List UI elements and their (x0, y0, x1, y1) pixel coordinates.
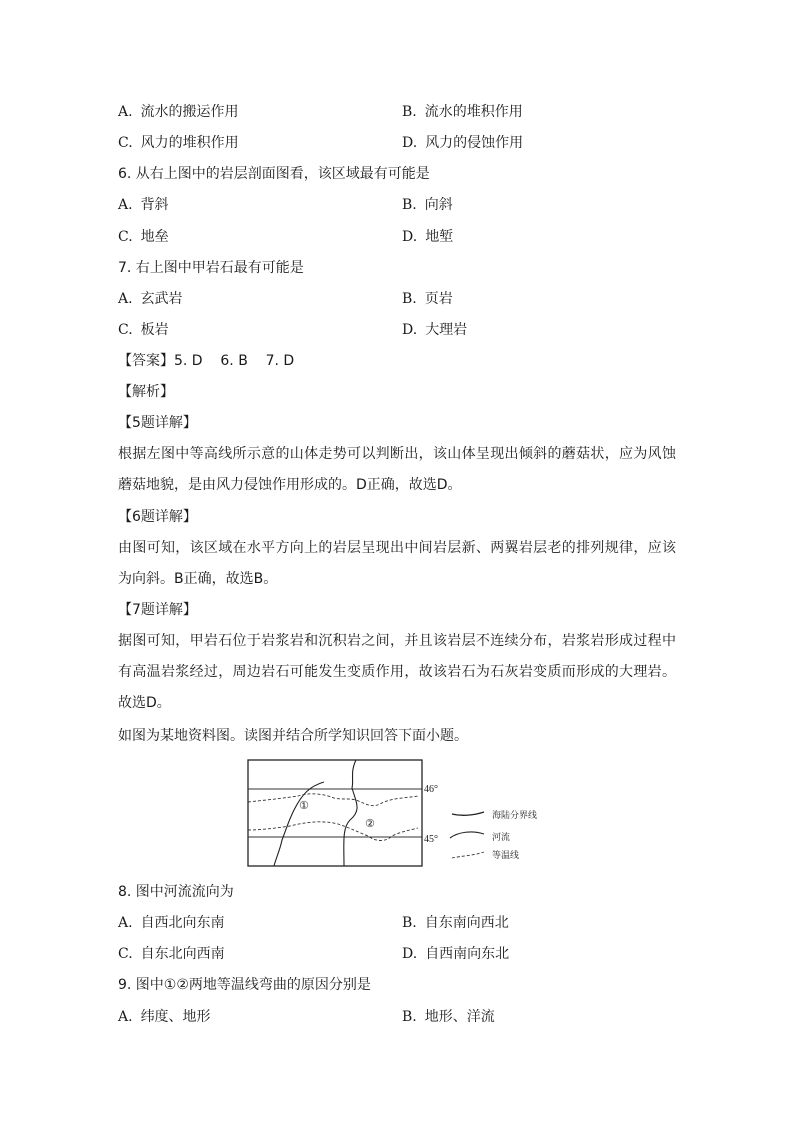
q5-option-a (118, 102, 239, 122)
legend-river-symbol (450, 832, 484, 838)
q6-option-d (402, 227, 453, 247)
q6-option-b (402, 195, 453, 215)
q7-option-d (402, 320, 467, 340)
option-text: 流水的堆积作用 (424, 104, 523, 120)
option-key: A. (118, 1009, 133, 1025)
q7-option-c (118, 320, 169, 340)
option-key: D. (402, 322, 418, 338)
option-key: B. (402, 915, 417, 931)
option-key: D. (402, 229, 418, 245)
option-text: 纬度、地形 (140, 1009, 211, 1025)
q9-option-b (402, 1007, 495, 1027)
intro-text: 如图为某地资料图。读图并结合所学知识回答下面小题。 (118, 728, 468, 744)
q9-stem: 9. 图中①②两地等温线弯曲的原因分别是 (118, 977, 371, 993)
detail5-heading: 【5题详解】 (118, 415, 197, 431)
option-key: D. (402, 135, 418, 151)
map-frame (248, 760, 422, 866)
q7-stem: 7. 右上图中甲岩石最有可能是 (118, 260, 304, 276)
q6-option-a (118, 195, 169, 215)
q6-stem: 6. 从右上图中的岩层剖面图看，该区域最有可能是 (118, 166, 430, 182)
option-text: 地形、洋流 (424, 1009, 495, 1025)
q5-option-d (402, 133, 523, 153)
q8-option-b (402, 913, 509, 933)
legend-isotherm-symbol (452, 852, 484, 858)
option-key: C. (118, 229, 133, 245)
option-text: 玄武岩 (140, 291, 183, 307)
option-text: 向斜 (424, 197, 453, 213)
option-text: 风力的侵蚀作用 (425, 135, 524, 151)
option-key: A. (118, 291, 133, 307)
option-key: C. (118, 135, 133, 151)
q8-option-c (118, 944, 225, 964)
q5-option-b (402, 102, 523, 122)
legend-coastline-symbol (452, 812, 484, 815)
latitude-label-45: 45° (424, 834, 438, 845)
option-text: 大理岩 (425, 322, 468, 338)
option-key: B. (402, 1009, 417, 1025)
option-key: C. (118, 946, 133, 962)
q5-option-c (118, 133, 239, 153)
q7-option-a (118, 289, 183, 309)
detail6-text: 由图可知，该区域在水平方向上的岩层呈现出中间岩层新、两翼岩层老的排列规律，应该为向斜。B正确，故选B。 (118, 540, 676, 587)
option-key: D. (402, 946, 418, 962)
analysis-heading: 【解析】 (118, 384, 174, 400)
marker-1: ① (299, 799, 309, 812)
region-map-figure (246, 758, 556, 874)
option-text: 自东南向西北 (424, 915, 509, 931)
option-text: 页岩 (424, 291, 453, 307)
detail6-heading: 【6题详解】 (118, 509, 197, 525)
option-text: 自东北向西南 (140, 946, 225, 962)
q7-option-b (402, 289, 453, 309)
legend-isotherm-label: 等温线 (492, 851, 520, 861)
detail7-text: 据图可知，甲岩石位于岩浆岩和沉积岩之间，并且该岩层不连续分布，岩浆岩形成过程中有高温岩浆经过，周边岩石可能发生变质作用，故该岩石为石灰岩变质而形成的大理岩。故选D。 (118, 633, 676, 711)
option-text: 板岩 (140, 322, 169, 338)
marker-2: ② (365, 817, 375, 830)
option-key: A. (118, 104, 133, 120)
option-key: B. (402, 197, 417, 213)
detail5-text: 根据左图中等高线所示意的山体走势可以判断出，该山体呈现出倾斜的蘑菇状，应为风蚀蘑菇地貌，是由风力侵蚀作用形成的。D正确，故选D。 (118, 446, 676, 493)
option-key: A. (118, 915, 133, 931)
option-key: B. (402, 291, 417, 307)
q8-option-d (402, 944, 509, 964)
q9-option-a (118, 1007, 211, 1027)
option-text: 自西南向东北 (425, 946, 510, 962)
option-text: 流水的搬运作用 (140, 104, 239, 120)
option-text: 风力的堆积作用 (140, 135, 239, 151)
option-text: 背斜 (140, 197, 169, 213)
detail7-heading: 【7题详解】 (118, 602, 197, 618)
option-text: 地垒 (140, 229, 169, 245)
legend-coastline-label: 海陆分界线 (492, 811, 538, 821)
option-text: 地堑 (425, 229, 454, 245)
latitude-label-46: 46° (424, 784, 438, 795)
option-text: 自西北向东南 (140, 915, 225, 931)
legend-river-label: 河流 (492, 833, 511, 843)
q8-option-a (118, 913, 225, 933)
q6-option-c (118, 227, 169, 247)
option-key: B. (402, 104, 417, 120)
option-key: C. (118, 322, 133, 338)
region-map (246, 758, 556, 870)
option-key: A. (118, 197, 133, 213)
answer-line: 【答案】5. D 6. B 7. D (118, 353, 295, 369)
q8-stem: 8. 图中河流流向为 (118, 884, 234, 900)
